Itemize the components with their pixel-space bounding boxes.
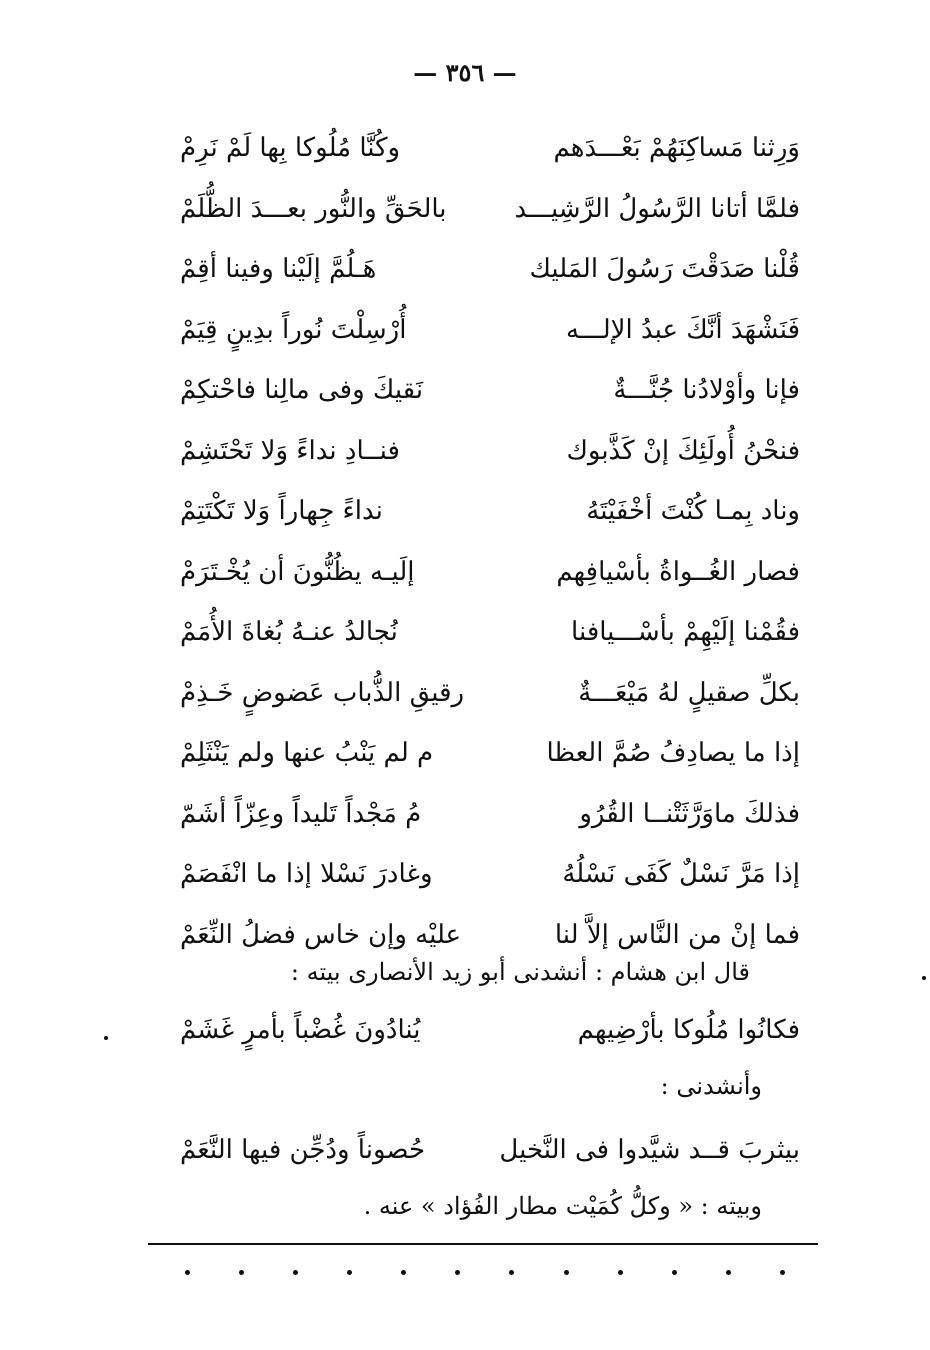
verse-line: [180, 247, 800, 291]
verse-line: [180, 671, 800, 715]
footer-dot: [672, 1270, 677, 1275]
verse-line: [180, 550, 800, 594]
note-ibn-hisham: قال ابن هشام : أنشدنى أبو زيد الأنصارى بيته :: [290, 958, 750, 986]
verse-second-hemistich: فنــادِ نداءً وَلا تَحْتَشِمْ: [180, 436, 400, 466]
ink-speck: [922, 976, 926, 980]
footer-dot: [239, 1270, 244, 1275]
verse-first-hemistich: بيثربَ قــد شيَّدوا فى النَّخيل: [499, 1135, 800, 1165]
footer-dot: [455, 1270, 460, 1275]
verse-line: [180, 852, 800, 896]
verse-line: [180, 308, 800, 352]
verse-first-hemistich: فذلكَ ماوَرَّثَتْنــا القُرُو: [579, 799, 800, 829]
verse-first-hemistich: فلمَّا أتانا الرَّسُولُ الرَّشِيـــد: [514, 194, 800, 224]
verse-second-hemistich: نَقيكَ وفى مالِنا فاحْتكِمْ: [180, 375, 424, 405]
verse-first-hemistich: فنحْنُ أُولَئِكَ إنْ كَذَّبوك: [566, 436, 800, 466]
verse-first-hemistich: وناد بِمـا كُنْتَ أخْفَيْتَهُ: [586, 496, 800, 526]
verse-second-hemistich: بالحَقِّ والنُّور بعـــدَ الظُّلَمْ: [180, 194, 447, 224]
verse-second-hemistich: يُنادُونَ غُضْباً بأمرٍ غَشَمْ: [180, 1015, 421, 1045]
verse-second-hemistich: نداءً جِهاراً وَلا تَكْتَتِمْ: [180, 496, 383, 526]
footer-dot: [618, 1270, 623, 1275]
verse-second-hemistich: عليْه وإن خاس فضلُ النِّعَمْ: [180, 920, 462, 950]
verse-second-hemistich: هَـلُمَّ إلَيْنا وفينا أقِمْ: [180, 254, 377, 284]
verse-second-hemistich: وغادرَ نَسْلا إذا ما انْفَصَمْ: [180, 859, 433, 889]
verse-second-hemistich: وكُنَّا مُلُوكا بِها لَمْ نَرِمْ: [180, 133, 401, 163]
footer-rule: [148, 1243, 818, 1245]
verse-first-hemistich: فقُمْنا إلَيْهِمْ بأسْـــيافنا: [571, 617, 800, 647]
verse-line-extra: [180, 1008, 800, 1052]
verse-line: [180, 187, 800, 231]
verse-first-hemistich: فما إنْ من النَّاس إلاَّ لنا: [554, 920, 800, 950]
note-baytuhu: وبيته : « وكلُّ كُمَيْت مطار الفُؤاد » عنه .: [363, 1192, 762, 1220]
verse-line: [180, 913, 800, 957]
footer-dot: [726, 1270, 731, 1275]
verse-line: [180, 489, 800, 533]
verse-first-hemistich: فكانُوا مُلُوكا بأرْضِيهم: [577, 1015, 800, 1045]
footer-dot: [509, 1270, 514, 1275]
ink-speck: [104, 1036, 108, 1040]
verse-second-hemistich: أُرْسِلْتَ نُوراً بدِينٍ قِيَمْ: [180, 315, 407, 345]
verse-first-hemistich: إذا ما يصادِفُ صُمَّ العظا: [546, 738, 800, 768]
verse-second-hemistich: مُ مَجْداً تَليداً وعِزّاً أشَمّ: [180, 799, 422, 829]
note-anshadani: وأنشدنى :: [660, 1072, 762, 1100]
verse-first-hemistich: إذا مَرَّ نَسْلٌ كَفَى نَسْلُهُ: [562, 859, 800, 889]
verse-second-hemistich: رقيقِ الذُّباب عَضوضٍ خَـذِمْ: [180, 678, 465, 708]
verse-line: [180, 610, 800, 654]
page-number: — ٣٥٦ —: [413, 58, 517, 87]
footer-dot: [780, 1270, 785, 1275]
verse-second-hemistich: إلَيـه يظُنُّونَ أن يُخْـتَرَمْ: [180, 557, 415, 587]
verse-line: [180, 792, 800, 836]
footer-dot: [564, 1270, 569, 1275]
footer-dot: [347, 1270, 352, 1275]
verse-line: [180, 126, 800, 170]
footer-dot: [401, 1270, 406, 1275]
verse-first-hemistich: فصار الغُــواةُ بأسْيافِهم: [556, 557, 800, 587]
verse-first-hemistich: وَرِثنا مَساكِنَهُمْ بَعْـــدَهم: [553, 133, 800, 163]
footer-dot: [185, 1270, 190, 1275]
verse-first-hemistich: قُلْنا صَدَقْتَ رَسُولَ المَليك: [529, 254, 800, 284]
verse-line: [180, 731, 800, 775]
verse-line: [180, 368, 800, 412]
verse-first-hemistich: فإنا وأوْلادُنا جُنَّـــةٌ: [613, 375, 800, 405]
verse-second-hemistich: م لم يَنْبُ عنها ولم يَنْثَلِمْ: [180, 738, 434, 768]
verse-first-hemistich: فَنَشْهَدَ أنَّكَ عبدُ الإلـــه: [565, 315, 800, 345]
verse-second-hemistich: نُجالدُ عنـهُ بُغاةَ الأُمَمْ: [180, 617, 398, 647]
verse-line-extra-2: [180, 1128, 800, 1172]
footer-dots: [185, 1262, 785, 1282]
footer-dot: [293, 1270, 298, 1275]
verse-line: [180, 429, 800, 473]
verse-first-hemistich: بكلِّ صقيلٍ لهُ مَيْعَـــةٌ: [578, 678, 800, 708]
verse-second-hemistich: حُصوناً ودُجِّن فيها النَّعَمْ: [180, 1135, 426, 1165]
